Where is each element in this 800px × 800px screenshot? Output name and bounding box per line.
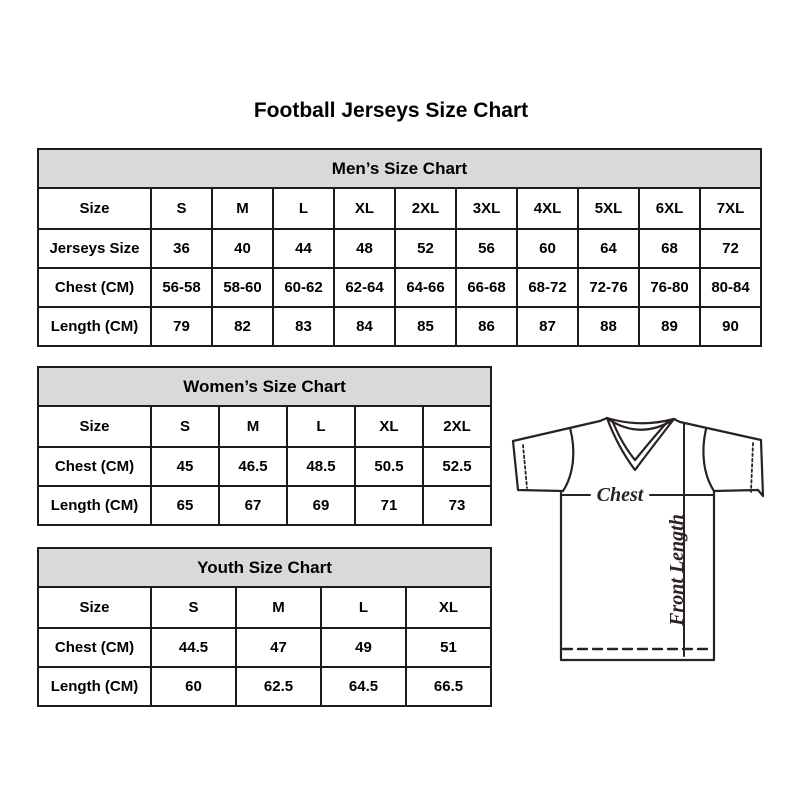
table-cell: 64-66 — [394, 269, 455, 306]
table-cell: 80-84 — [699, 269, 760, 306]
jersey-left-cuff-stitch — [523, 445, 527, 488]
womens-table-header: Women’s Size Chart — [39, 368, 490, 407]
table-cell: 86 — [455, 308, 516, 345]
table-cell: XL — [354, 407, 422, 446]
jersey-body-outline — [513, 418, 763, 660]
jersey-right-sleeve-seam — [703, 429, 714, 491]
table-cell: 44 — [272, 230, 333, 267]
table-cell: L — [272, 189, 333, 228]
table-cell: 36 — [150, 230, 211, 267]
table-cell: S — [150, 407, 218, 446]
table-row — [39, 189, 760, 228]
table-cell: 66-68 — [455, 269, 516, 306]
table-cell: 7XL — [699, 189, 760, 228]
row-label: Size — [79, 200, 110, 217]
table-cell: 3XL — [455, 189, 516, 228]
table-cell: 90 — [699, 308, 760, 345]
table-cell: 60 — [150, 668, 235, 705]
table-cell: 76-80 — [638, 269, 699, 306]
table-cell: M — [235, 588, 320, 627]
jersey-collar-back-outer — [607, 418, 674, 423]
table-cell: 4XL — [516, 189, 577, 228]
table-cell: 64.5 — [320, 668, 405, 705]
table-cell: 72-76 — [577, 269, 638, 306]
table-cell: 56 — [455, 230, 516, 267]
table-row — [39, 407, 490, 446]
table-row — [39, 267, 760, 306]
table-cell: 44.5 — [150, 629, 235, 666]
table-cell: M — [218, 407, 286, 446]
table-cell: XL — [405, 588, 490, 627]
table-cell: 48.5 — [286, 448, 354, 485]
row-label: Size — [79, 418, 110, 435]
table-cell: 46.5 — [218, 448, 286, 485]
jersey-left-sleeve-seam — [563, 428, 573, 491]
table-cell: 67 — [218, 487, 286, 524]
page-title: Football Jerseys Size Chart — [253, 99, 529, 122]
table-cell: 58-60 — [211, 269, 272, 306]
chest-label: Chest — [596, 484, 644, 506]
jersey-right-cuff-stitch — [751, 443, 753, 492]
mens-size-table — [37, 148, 762, 347]
table-row — [39, 588, 490, 627]
row-label: Size — [79, 599, 110, 616]
table-row — [39, 306, 760, 345]
table-cell: 6XL — [638, 189, 699, 228]
table-cell: 88 — [577, 308, 638, 345]
table-cell: 73 — [422, 487, 490, 524]
table-cell: XL — [333, 189, 394, 228]
table-cell: 52.5 — [422, 448, 490, 485]
table-cell: 52 — [394, 230, 455, 267]
row-label: Length (CM) — [50, 497, 139, 514]
table-cell: 71 — [354, 487, 422, 524]
table-row — [39, 666, 490, 705]
table-cell: 84 — [333, 308, 394, 345]
table-cell: 64 — [577, 230, 638, 267]
womens-size-table — [37, 366, 492, 526]
table-cell: M — [211, 189, 272, 228]
front-length-label: Front Length — [666, 514, 688, 626]
table-cell: 50.5 — [354, 448, 422, 485]
table-cell: L — [320, 588, 405, 627]
youth-table-header: Youth Size Chart — [39, 549, 490, 588]
table-cell: 72 — [699, 230, 760, 267]
table-cell: 45 — [150, 448, 218, 485]
mens-table-header: Men’s Size Chart — [39, 150, 760, 189]
row-label: Length (CM) — [50, 678, 139, 695]
table-cell: 83 — [272, 308, 333, 345]
table-cell: 5XL — [577, 189, 638, 228]
jersey-measurement-diagram — [503, 400, 773, 670]
table-cell: 68-72 — [516, 269, 577, 306]
table-cell: 85 — [394, 308, 455, 345]
table-cell: 82 — [211, 308, 272, 345]
jersey-outline-icon — [503, 400, 773, 670]
youth-size-table — [37, 547, 492, 707]
table-cell: 62.5 — [235, 668, 320, 705]
table-row — [39, 485, 490, 524]
table-cell: S — [150, 189, 211, 228]
table-cell: 65 — [150, 487, 218, 524]
table-cell: 69 — [286, 487, 354, 524]
table-cell: L — [286, 407, 354, 446]
table-cell: 51 — [405, 629, 490, 666]
table-row — [39, 446, 490, 485]
table-cell: 47 — [235, 629, 320, 666]
row-label: Length (CM) — [50, 318, 139, 335]
table-cell: 87 — [516, 308, 577, 345]
table-cell: 62-64 — [333, 269, 394, 306]
table-cell: 79 — [150, 308, 211, 345]
table-cell: 49 — [320, 629, 405, 666]
table-cell: 40 — [211, 230, 272, 267]
table-cell: S — [150, 588, 235, 627]
row-label: Chest (CM) — [54, 639, 135, 656]
table-cell: 66.5 — [405, 668, 490, 705]
table-cell: 68 — [638, 230, 699, 267]
table-cell: 60 — [516, 230, 577, 267]
table-cell: 89 — [638, 308, 699, 345]
table-cell: 56-58 — [150, 269, 211, 306]
table-cell: 2XL — [422, 407, 490, 446]
table-row — [39, 627, 490, 666]
row-label: Chest (CM) — [54, 279, 135, 296]
table-row — [39, 228, 760, 267]
table-cell: 60-62 — [272, 269, 333, 306]
row-label: Jerseys Size — [49, 240, 140, 257]
row-label: Chest (CM) — [54, 458, 135, 475]
table-cell: 48 — [333, 230, 394, 267]
table-cell: 2XL — [394, 189, 455, 228]
